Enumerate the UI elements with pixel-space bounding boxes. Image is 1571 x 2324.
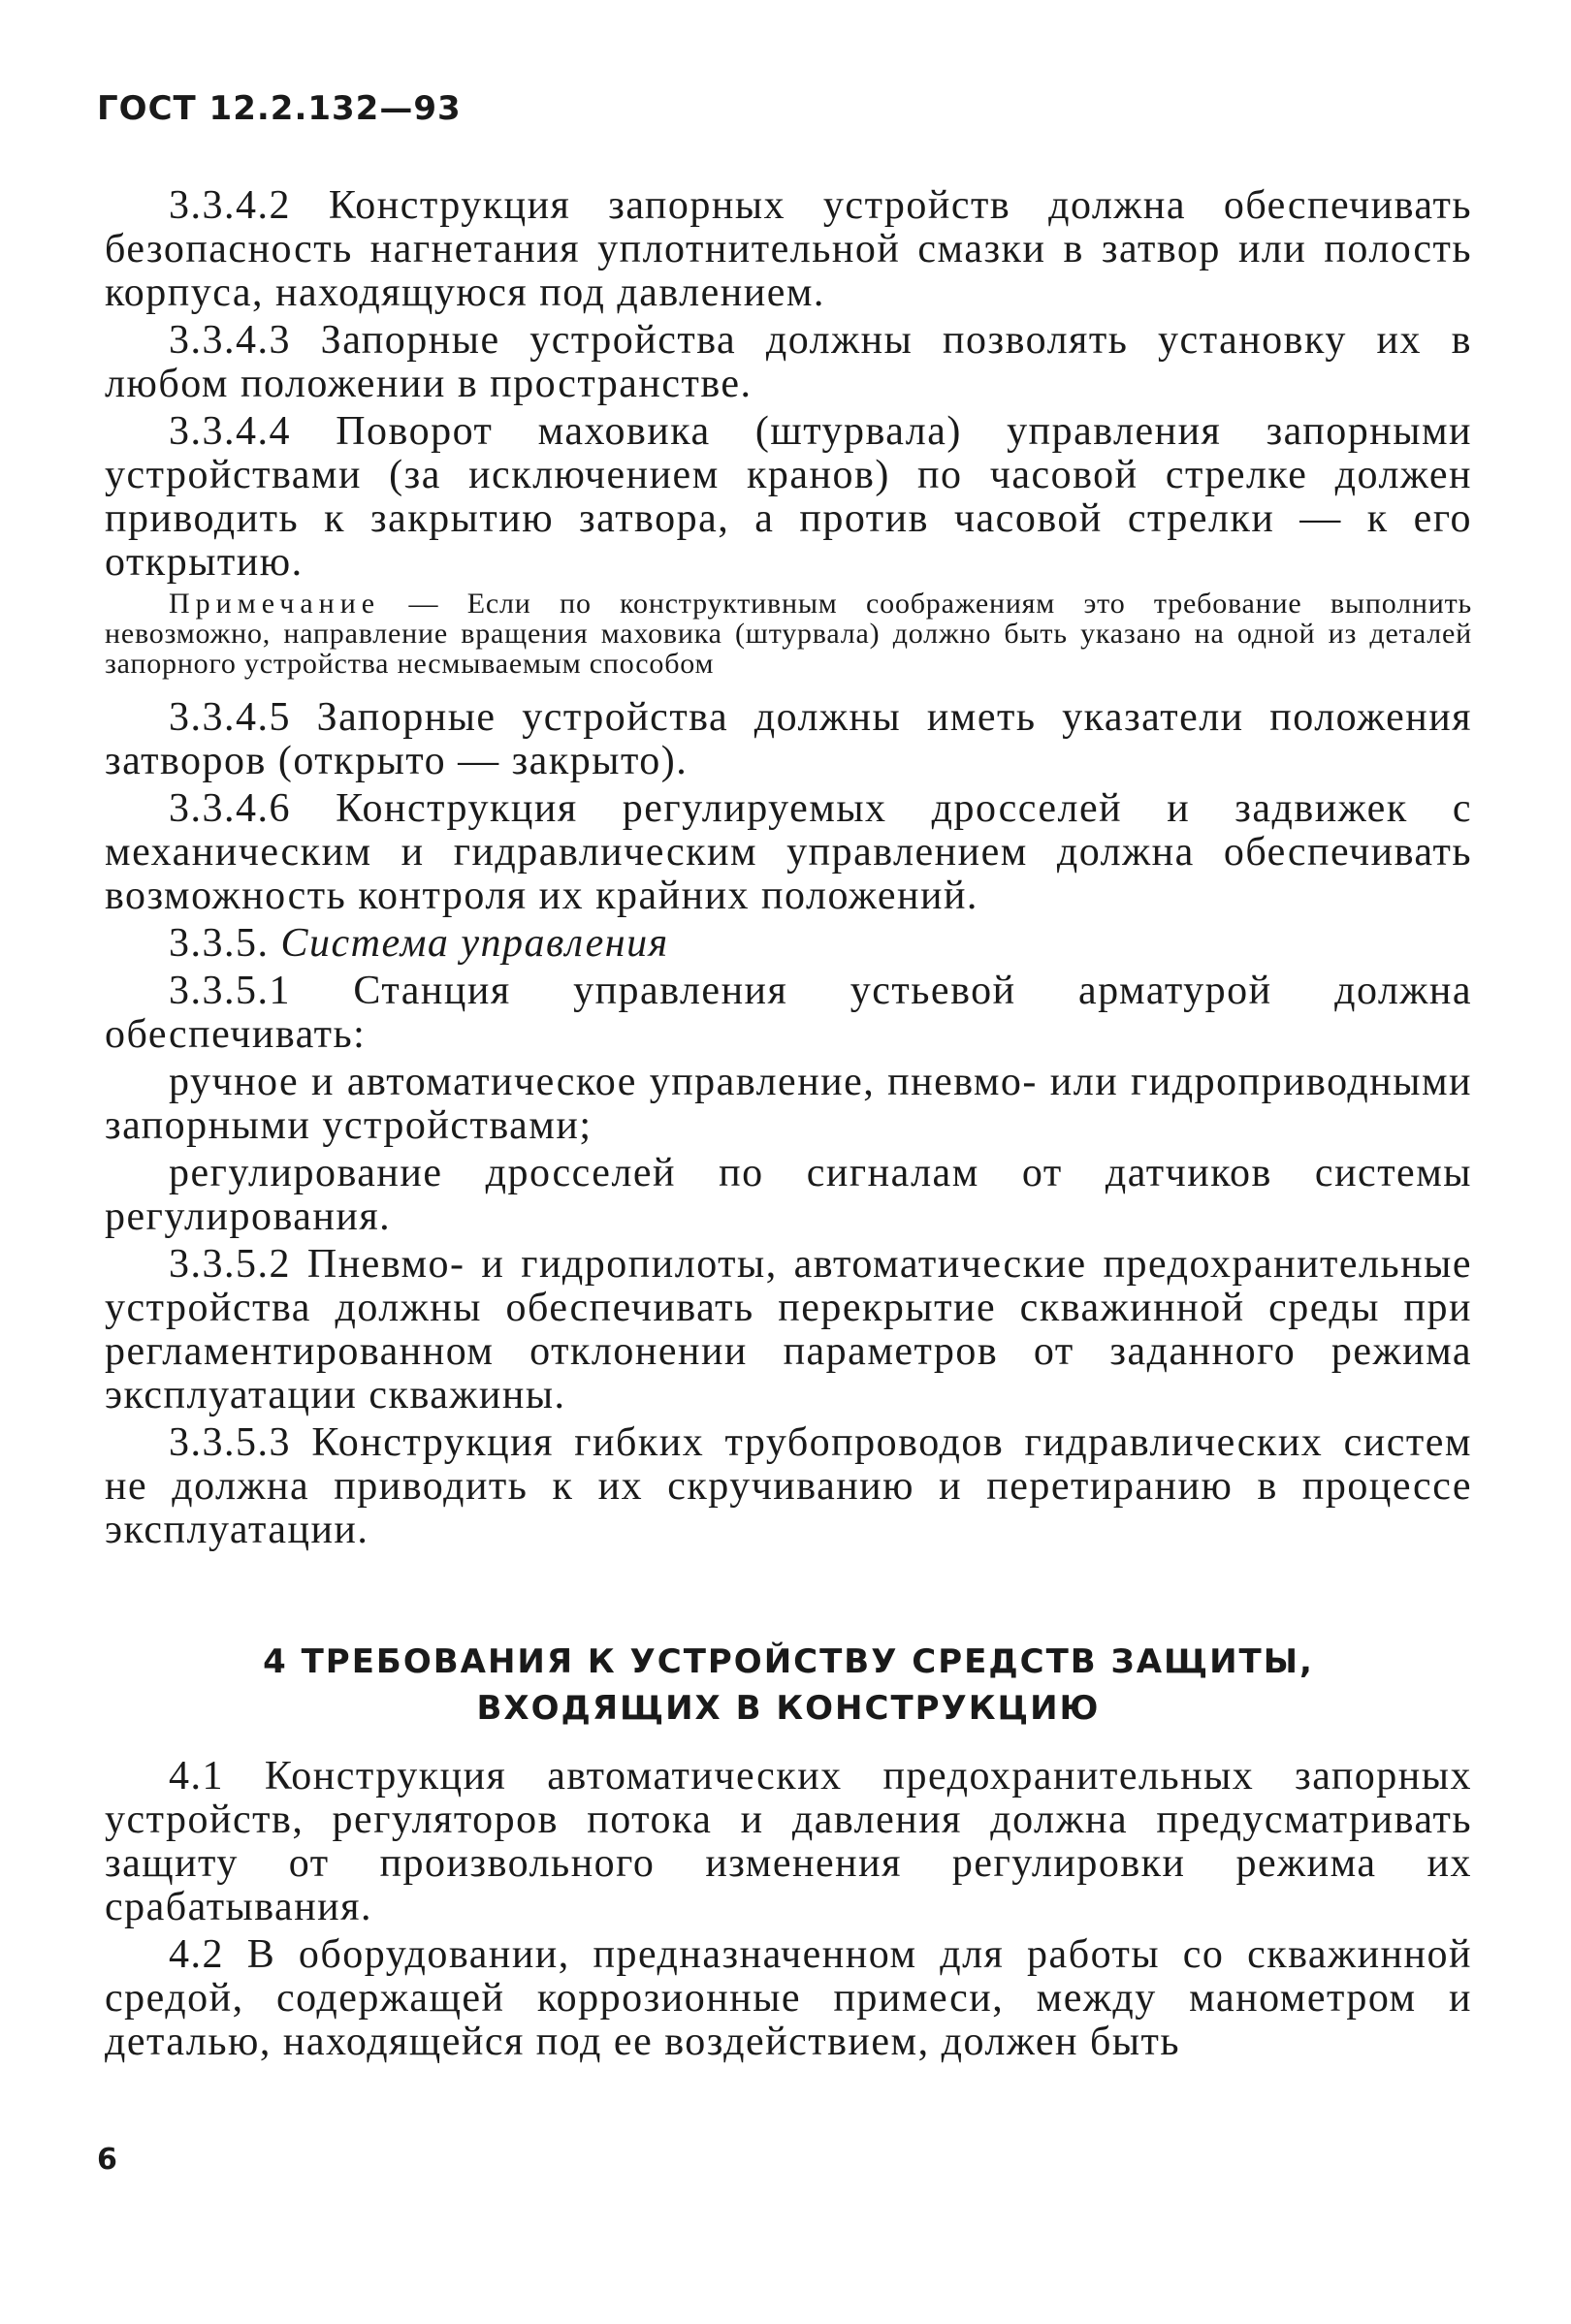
section-3-body bbox=[105, 184, 1472, 1556]
paragraph-3-3-5-3: 3.3.5.3 Конструкция гибких трубопроводов гидравлических систем не должна приводить к их скручиванию и перетиранию в процессе эксплуатации. bbox=[105, 1420, 1472, 1552]
subsection-title: Система управления bbox=[280, 921, 669, 966]
document-header: ГОСТ 12.2.132—93 bbox=[97, 89, 462, 128]
note-label: Примечание bbox=[169, 588, 381, 620]
paragraph-3-3-5 bbox=[105, 922, 1472, 966]
section-4-heading-line-1: 4 ТРЕБОВАНИЯ К УСТРОЙСТВУ СРЕДСТВ ЗАЩИТЫ, bbox=[263, 1642, 1314, 1681]
page-number: 6 bbox=[97, 2143, 117, 2177]
paragraph-4-1: 4.1 Конструкция автоматических предохранительных запорных устройств, регуляторов потока и давления должна предусматривать защиту от произвольного изменения регулировки режима их срабатывания. bbox=[105, 1754, 1472, 1929]
paragraph-3-3-5-2: 3.3.5.2 Пневмо- и гидропилоты, автоматические предохранительные устройства должны обеспечивать перекрытие скважинной среды при регламентированном отклонении параметров от заданного режима эксплуатации скважины. bbox=[105, 1242, 1472, 1417]
section-4-heading bbox=[105, 1639, 1472, 1732]
note-text: — Если по конструктивным соображениям это требование выполнить невозможно, направление вращения маховика (штурвала) должно быть указано на одной из деталей запорного устройства несмываемым способом bbox=[105, 588, 1472, 680]
list-item-manual-control: ручное и автоматическое управление, пневмо- или гидроприводными запорными устройствами; bbox=[105, 1060, 1472, 1148]
section-4-body bbox=[105, 1755, 1472, 2068]
paragraph-3-3-5-1: 3.3.5.1 Станция управления устьевой арматурой должна обеспечивать: bbox=[105, 969, 1472, 1057]
list-item-throttle-regulation: регулирование дросселей по сигналам от датчиков системы регулирования. bbox=[105, 1151, 1472, 1239]
paragraph-3-3-4-2: 3.3.4.2 Конструкция запорных устройств должна обеспечивать безопасность нагнетания уплотнительной смазки в затвор или полость корпуса, находящуюся под давлением. bbox=[105, 183, 1472, 315]
paragraph-3-3-4-5: 3.3.4.5 Запорные устройства должны иметь указатели положения затворов (открыто — закрыто). bbox=[105, 695, 1472, 783]
paragraph-3-3-4-3: 3.3.4.3 Запорные устройства должны позволять установку их в любом положении в пространстве. bbox=[105, 318, 1472, 406]
paragraph-3-3-4-4: 3.3.4.4 Поворот маховика (штурвала) управления запорными устройствами (за исключением кранов) по часовой стрелке должен приводить к закрытию затвора, а против часовой стрелки — к его открытию. bbox=[105, 409, 1472, 585]
note bbox=[105, 589, 1472, 679]
subsection-number: 3.3.5. bbox=[169, 921, 281, 966]
paragraph-3-3-4-6: 3.3.4.6 Конструкция регулируемых дросселей и задвижек с механическим и гидравлическим управлением должна обеспечивать возможность контроля их крайних положений. bbox=[105, 786, 1472, 918]
paragraph-4-2: 4.2 В оборудовании, предназначенном для работы со скважинной средой, содержащей коррозионные примеси, между манометром и деталью, находящейся под ее воздействием, должен быть bbox=[105, 1932, 1472, 2064]
section-4-heading-line-2: ВХОДЯЩИХ В КОНСТРУКЦИЮ bbox=[476, 1689, 1101, 1728]
